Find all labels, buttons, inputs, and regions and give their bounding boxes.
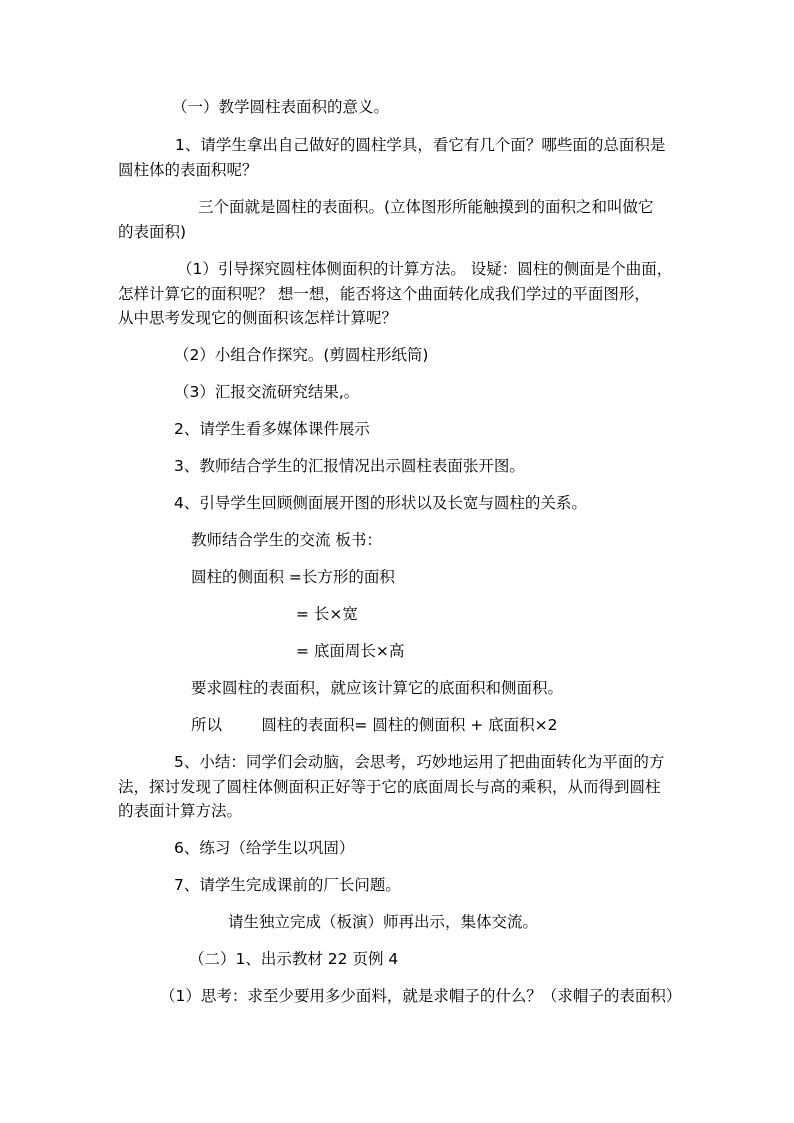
paragraph-line: 三个面就是圆柱的表面积。(立体图形所能触摸到的面积之和叫做它 — [198, 198, 654, 216]
paragraph-line: 的表面计算方法。 — [118, 802, 243, 820]
paragraph-line: 法，探讨发现了圆柱体侧面积正好等于它的底面周长与高的乘积，从而得到圆柱 — [118, 778, 661, 796]
formula-line: = 长×宽 — [296, 605, 358, 623]
formula-line: 所以 圆柱的表面积= 圆柱的侧面积 + 底面积×2 — [191, 716, 558, 734]
paragraph-line: 教师结合学生的交流 板书： — [191, 531, 382, 549]
paragraph-line: 6、练习（给学生以巩固） — [174, 839, 355, 857]
paragraph-line: 要求圆柱的表面积，就应该计算它的底面积和侧面积。 — [191, 679, 564, 697]
formula-line: = 底面周长×高 — [296, 642, 405, 660]
paragraph-line: 请生独立完成（板演）师再出示，集体交流。 — [228, 913, 539, 931]
paragraph-line: 怎样计算它的面积呢？ 想一想，能否将这个曲面转化成我们学过的平面图形， — [118, 285, 650, 303]
section-heading-two: （二）1、出示教材 22 页例 4 — [189, 950, 399, 968]
formula-line: 圆柱的侧面积 =长方形的面积 — [191, 568, 395, 586]
paragraph-line: 圆柱体的表面积呢？ — [118, 161, 258, 179]
paragraph-line: （1）引导探究圆柱体侧面积的计算方法。 设疑：圆柱的侧面是个曲面， — [177, 260, 673, 278]
paragraph-line: 5、小结：同学们会动脑，会思考，巧妙地运用了把曲面转化为平面的方 — [174, 753, 665, 771]
paragraph-line: 3、教师结合学生的汇报情况出示圆柱表面张开图。 — [174, 457, 525, 475]
paragraph-line: （2）小组合作探究。(剪圆柱形纸筒) — [174, 346, 429, 364]
paragraph-line: （3）汇报交流研究结果,。 — [174, 383, 360, 401]
paragraph-line: 4、引导学生回顾侧面展开图的形状以及长宽与圆柱的关系。 — [174, 494, 587, 512]
paragraph-line: 的表面积) — [118, 223, 187, 241]
paragraph-line: 2、请学生看多媒体课件展示 — [174, 420, 370, 438]
paragraph-line: 1、请学生拿出自己做好的圆柱学具，看它有几个面？哪些面的总面积是 — [175, 136, 666, 154]
paragraph-line: 7、请学生完成课前的厂长问题。 — [174, 876, 401, 894]
paragraph-line: （1）思考：求至少要用多少面料，就是求帽子的什么？（求帽子的表面积） — [160, 987, 682, 1005]
section-heading-one: （一）教学圆柱表面积的意义。 — [172, 98, 390, 116]
paragraph-line: 从中思考发现它的侧面积该怎样计算呢？ — [118, 309, 398, 327]
